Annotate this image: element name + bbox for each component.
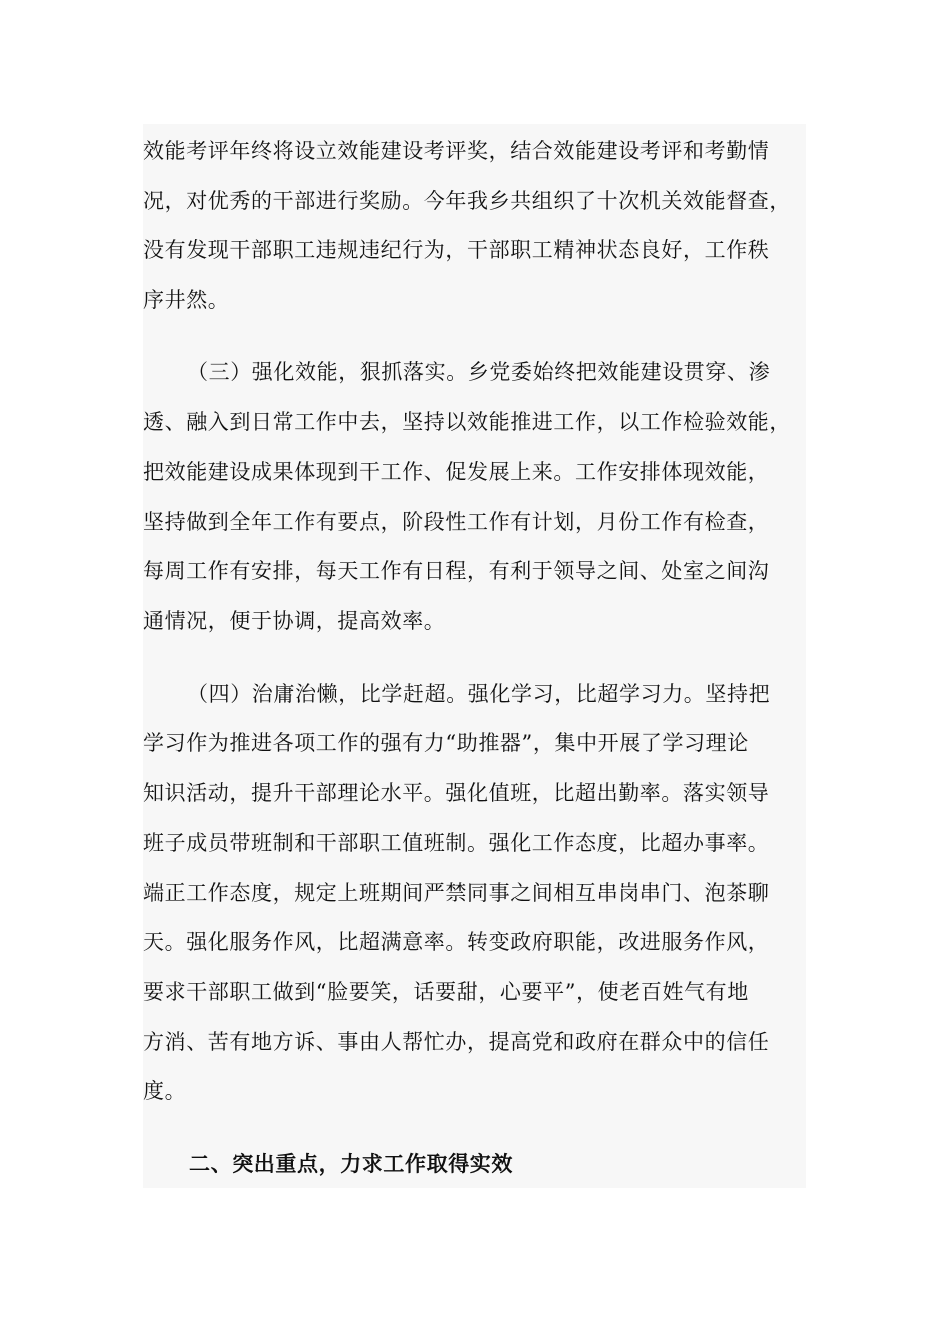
- paragraph-line: 天。强化服务作风，比超满意率。转变政府职能，改进服务作风，: [143, 930, 770, 954]
- paragraph-line: 方消、苦有地方诉、事由人帮忙办，提高党和政府在群众中的信任: [143, 1030, 770, 1054]
- paragraph-line: 端正工作态度，规定上班期间严禁同事之间相互串岗串门、泡茶聊: [143, 881, 770, 905]
- paragraph-line: 要求干部职工做到“脸要笑，话要甜，心要平”，使老百姓气有地: [143, 980, 749, 1004]
- paragraph-line: 把效能建设成果体现到干工作、促发展上来。工作安排体现效能，: [143, 460, 770, 484]
- paragraph-line: 学习作为推进各项工作的强有力“助推器”，集中开展了学习理论: [143, 731, 749, 755]
- paragraph-line: 每周工作有安排，每天工作有日程，有利于领导之间、处室之间沟: [143, 559, 770, 583]
- document-text-block: [143, 124, 806, 1188]
- paragraph-line: 度。: [143, 1079, 187, 1103]
- paragraph-line: 坚持做到全年工作有要点，阶段性工作有计划，月份工作有检查，: [143, 510, 770, 534]
- paragraph-line: 通情况，便于协调，提高效率。: [143, 609, 446, 633]
- paragraph-line: 效能考评年终将设立效能建设考评奖，结合效能建设考评和考勤情: [143, 139, 770, 163]
- paragraph-line: 知识活动，提升干部理论水平。强化值班，比超出勤率。落实领导: [143, 781, 770, 805]
- section-heading: 二、突出重点，力求工作取得实效: [189, 1151, 513, 1176]
- paragraph-line: 透、融入到日常工作中去，坚持以效能推进工作，以工作检验效能，: [143, 410, 791, 434]
- paragraph-line: （四）治庸治懒，比学赶超。强化学习，比超学习力。坚持把: [187, 682, 771, 706]
- paragraph-line: （三）强化效能，狠抓落实。乡党委始终把效能建设贯穿、渗: [187, 360, 771, 384]
- paragraph-line: 况，对优秀的干部进行奖励。今年我乡共组织了十次机关效能督查，: [143, 189, 791, 213]
- paragraph-line: 没有发现干部职工违规违纪行为，干部职工精神状态良好，工作秩: [143, 238, 770, 262]
- paragraph-line: 班子成员带班制和干部职工值班制。强化工作态度，比超办事率。: [143, 831, 770, 855]
- paragraph-line: 序井然。: [143, 288, 230, 312]
